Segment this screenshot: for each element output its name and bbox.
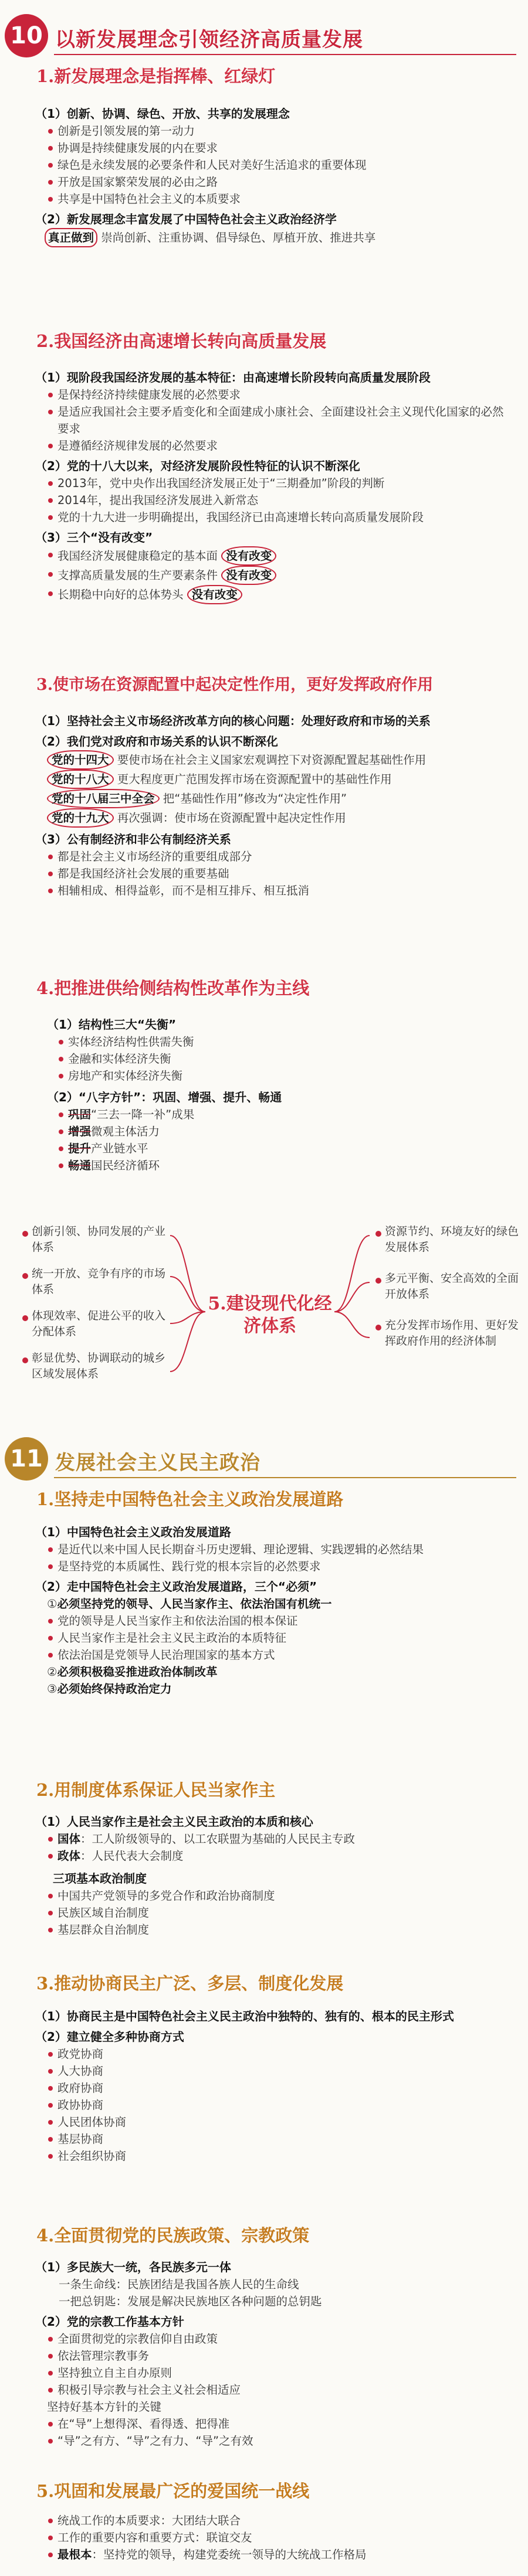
list-item — [35, 1921, 513, 1938]
point-heading: （2）党的十八大以来，对经济发展阶段性特征的认识不断深化 — [35, 459, 360, 473]
bullet-dot — [48, 393, 53, 397]
point-heading: （2）走中国特色社会主义政治发展道路，三个“必须” — [35, 1580, 317, 1594]
list-item-tag: 国体 — [57, 1832, 81, 1846]
list-item-tag: 提升 — [68, 1142, 92, 1155]
list-item — [35, 585, 513, 604]
list-item-text: 相辅相成、相得益彰，而不是相互排斥、相互抵消 — [57, 884, 310, 897]
list-item — [35, 2080, 513, 2097]
bullet-dot — [48, 2519, 53, 2523]
section-body — [35, 713, 513, 899]
bullet-dot — [48, 553, 53, 557]
bullet-dot — [48, 2354, 53, 2359]
bullet-dot — [59, 1129, 63, 1134]
list-item-text: 是适应我国社会主要矛盾变化和全面建成小康社会、全面建设社会主义现代化国家的必然要求 — [57, 405, 504, 435]
list-item — [35, 1050, 513, 1067]
list-item — [35, 2415, 513, 2432]
point-heading: （1）人民当家作主是社会主义民主政治的本质和核心 — [35, 1815, 313, 1829]
list-item-text: 人民团体协商 — [57, 2115, 127, 2129]
list-item — [35, 750, 513, 770]
point-heading: （1）协商民主是中国特色社会主义民主政治中独特的、独有的、根本的民主形式 — [35, 2009, 454, 2023]
list-item — [35, 2293, 513, 2310]
bullet-dot — [48, 2086, 53, 2091]
bullet-dot — [48, 2536, 53, 2540]
list-item-text: 民族区域自治制度 — [57, 1906, 150, 1920]
list-item — [35, 2131, 513, 2148]
bullet-dot — [59, 1074, 63, 1078]
stamp-label: 党的十八大 — [47, 770, 114, 789]
list-item-text: 我国经济发展健康稳定的基本面 — [57, 549, 218, 563]
section-body — [35, 2259, 513, 2449]
list-item-tag: 巩固 — [68, 1108, 92, 1121]
list-item — [35, 1541, 513, 1558]
list-item-text: 社会组织协商 — [57, 2149, 127, 2163]
list-item — [35, 2381, 513, 2398]
list-item — [35, 139, 513, 156]
list-item-text: 在“导”上想得深、看得透、把得准 — [57, 2417, 230, 2431]
section-title: 1.新发展理念是指挥棒、红绿灯 — [36, 66, 276, 86]
list-item-text: 支撑高质量发展的生产要素条件 — [57, 569, 218, 582]
point-heading: （1）中国特色社会主义政治发展道路 — [35, 1525, 231, 1539]
list-item — [35, 2063, 513, 2080]
list-item-text: 依法管理宗教事务 — [57, 2349, 150, 2363]
section-body — [35, 1524, 513, 1697]
list-item — [35, 1033, 513, 1050]
bullet-dot — [48, 515, 53, 520]
list-item-text: 积极引导宗教与社会主义社会相适应 — [57, 2383, 241, 2397]
point-heading: （2）党的宗教工作基本方针 — [35, 2315, 184, 2329]
mindmap-left-item: 统一开放、竞争有序的市场体系 — [32, 1267, 166, 1296]
section-body — [35, 2512, 513, 2563]
section-body — [35, 369, 513, 604]
bullet-dot — [48, 1894, 53, 1898]
list-item-tag: 增强 — [68, 1125, 92, 1138]
list-item — [35, 509, 513, 526]
list-item — [35, 865, 513, 882]
list-item-text: 都是社会主义市场经济的重要组成部分 — [57, 850, 252, 863]
list-item — [35, 1646, 513, 1663]
list-item — [35, 2148, 513, 2165]
chapter-11 — [0, 1430, 528, 2576]
list-item — [35, 1558, 513, 1575]
list-item — [35, 1887, 513, 1904]
bullet-dot — [48, 2120, 53, 2125]
chapter-number-badge: 10 — [5, 14, 48, 57]
list-item-text: 中国共产党领导的多党合作和政治协商制度 — [57, 1889, 275, 1903]
mindmap-left-item: 体现效率、促进公平的收入分配体系 — [32, 1309, 166, 1338]
stamp-label: 真正做到 — [45, 228, 97, 247]
bullet-dot — [48, 2553, 53, 2557]
list-item-text: 必须始终保持政治定力 — [57, 1682, 172, 1696]
list-item-text: 2013年，党中央作出我国经济发展正处于“三期叠加”阶段的判断 — [57, 477, 385, 490]
list-item — [35, 2432, 513, 2449]
bullet-dot — [48, 1911, 53, 1915]
list-item-text: 开放是国家繁荣发展的必由之路 — [57, 175, 218, 189]
list-item — [35, 1595, 513, 1612]
bullet-dot — [48, 2137, 53, 2142]
section-title: 4.全面贯彻党的民族政策、宗教政策 — [36, 2225, 310, 2245]
list-item-text: ：坚持党的领导，构建党委统一领导的大统战工作格局 — [92, 2548, 367, 2561]
bullet-dot — [48, 2069, 53, 2074]
list-item — [35, 1123, 513, 1140]
point-heading: （1）结构性三大“失衡” — [47, 1018, 177, 1032]
list-item-text: 2014年，提出我国经济发展进入新常态 — [57, 494, 259, 507]
list-item-text: 再次强调：使市场在资源配置中起决定性作用 — [117, 811, 346, 825]
list-item-text: 金融和实体经济失衡 — [68, 1052, 171, 1066]
list-item-text: 工作的重要内容和重要方式：联谊交友 — [57, 2531, 252, 2544]
list-item — [35, 122, 513, 139]
list-item — [35, 1157, 513, 1174]
stamp-label: 没有改变 — [221, 546, 276, 566]
list-item — [35, 2546, 513, 2563]
list-item — [35, 2529, 513, 2546]
list-item-text: “三去一降一补”成果 — [91, 1108, 195, 1121]
list-item — [35, 546, 513, 566]
list-item — [35, 2364, 513, 2381]
section-title: 2.用制度体系保证人民当家作主 — [36, 1780, 276, 1800]
list-item-number: ① — [47, 1597, 57, 1611]
stamp-label: 党的十九大 — [47, 808, 114, 828]
list-item — [35, 2114, 513, 2131]
list-item-text: 房地产和实体经济失衡 — [68, 1069, 183, 1083]
mindmap-left-item: 彰显优势、协调联动的城乡区域发展体系 — [32, 1352, 166, 1380]
list-item — [35, 882, 513, 899]
list-item-text: 必须积极稳妥推进政治体制改革 — [57, 1665, 218, 1679]
list-item-text: 一把总钥匙：发展是解决民族地区各种问题的总钥匙 — [59, 2295, 322, 2308]
mindmap-center-title: 5.建设现代化经济体系 — [208, 1294, 332, 1336]
list-item — [35, 566, 513, 585]
bullet-dot — [48, 444, 53, 448]
bullet-dot — [48, 855, 53, 859]
list-item — [35, 1106, 513, 1123]
list-item — [35, 173, 513, 190]
bullet-dot — [375, 1325, 381, 1330]
list-item-text: 党的十九大进一步明确提出，我国经济已由高速增长转向高质量发展阶段 — [57, 511, 424, 524]
list-item-text: 协调是持续健康发展的内在要求 — [57, 141, 218, 155]
stamp-label: 没有改变 — [187, 585, 242, 604]
point-heading: （3）三个“没有改变” — [35, 530, 153, 545]
bullet-dot — [48, 2103, 53, 2108]
list-item-text: 长期稳中向好的总体势头 — [57, 588, 184, 601]
section-body — [35, 106, 513, 247]
list-item-text: 基层协商 — [57, 2132, 104, 2146]
bullet-dot — [48, 572, 53, 577]
mindmap-right-item: 资源节约、环境友好的绿色发展体系 — [385, 1225, 519, 1254]
bullet-dot — [375, 1278, 381, 1284]
list-item — [35, 1847, 513, 1864]
chapter-title: 以新发展理念引领经济高质量发展 — [55, 28, 363, 52]
bullet-dot — [48, 1636, 53, 1641]
list-item-text: 人大协商 — [57, 2064, 104, 2078]
bullet-dot — [48, 1653, 53, 1658]
list-item — [35, 1629, 513, 1646]
mindmap-right-item: 多元平衡、安全高效的全面开放体系 — [385, 1272, 519, 1301]
section-title: 3.使市场在资源配置中起决定性作用，更好发挥政府作用 — [36, 676, 434, 694]
bullet-dot — [59, 1040, 63, 1044]
list-item-text: 是近代以来中国人民长期奋斗历史逻辑、理论逻辑、实践逻辑的必然结果 — [57, 1543, 424, 1556]
bullet-dot — [22, 1315, 28, 1321]
point-heading: （2）建立健全多种协商方式 — [35, 2030, 184, 2044]
list-item — [35, 2046, 513, 2063]
list-item-text: 政府协商 — [57, 2081, 104, 2095]
section-title: 4.把推进供给侧结构性改革作为主线 — [36, 978, 310, 998]
list-item-text: 国民经济循环 — [91, 1159, 160, 1172]
list-item — [35, 437, 513, 454]
bullet-dot — [48, 2154, 53, 2159]
list-item — [35, 190, 513, 207]
list-item-text: 是遵循经济规律发展的必然要求 — [57, 439, 218, 452]
bullet-dot — [48, 129, 53, 134]
list-item-text: 更大程度更广范围发挥市场在资源配置中的基础性作用 — [117, 773, 392, 786]
bullet-dot — [48, 1928, 53, 1932]
bullet-dot — [48, 146, 53, 151]
section-title: 2.我国经济由高速增长转向高质量发展 — [36, 331, 327, 351]
list-item — [35, 2097, 513, 2114]
point-heading: （2）我们党对政府和市场关系的认识不断深化 — [35, 734, 278, 748]
list-item — [35, 492, 513, 509]
bullet-dot — [59, 1112, 63, 1117]
stamp-label: 没有改变 — [221, 566, 276, 585]
chapter-title-underline — [54, 54, 516, 55]
bullet-dot — [22, 1231, 28, 1237]
bullet-dot — [48, 872, 53, 876]
bullet-dot — [48, 481, 53, 486]
list-item — [35, 2330, 513, 2347]
list-item — [35, 475, 513, 492]
list-item — [35, 1680, 513, 1697]
section-body — [35, 1016, 513, 1174]
chapter-number-badge: 11 — [5, 1437, 48, 1481]
bullet-dot — [48, 889, 53, 893]
list-item — [35, 1904, 513, 1921]
point-heading: （1）坚持社会主义市场经济改革方向的核心问题：处理好政府和市场的关系 — [35, 714, 431, 728]
list-item — [35, 1067, 513, 1084]
section-title: 1.坚持走中国特色社会主义政治发展道路 — [36, 1489, 344, 1509]
list-item-text: 产业链水平 — [91, 1142, 148, 1155]
subgroup-heading: 坚持好基本方针的关键 — [47, 2400, 162, 2414]
list-item-text: 创新是引领发展的第一动力 — [57, 124, 195, 138]
mindmap — [0, 1218, 528, 1417]
list-item-text: “导”之有方、“导”之有力、“导”之有效 — [57, 2434, 253, 2448]
list-item-text: ：工人阶级领导的、以工农联盟为基础的人民民主专政 — [80, 1832, 356, 1846]
list-item-text: 微观主体活力 — [91, 1125, 160, 1138]
bullet-dot — [48, 1564, 53, 1569]
bullet-dot — [48, 1619, 53, 1624]
list-item-text: 统战工作的本质要求：大团结大联合 — [57, 2514, 241, 2527]
list-item — [35, 1140, 513, 1157]
bullet-dot — [48, 163, 53, 168]
list-item-text: 坚持独立自主自办原则 — [57, 2366, 172, 2380]
point-heading: （1）多民族大一统，各民族多元一体 — [35, 2260, 231, 2274]
bullet-dot — [48, 410, 53, 414]
list-item-number: ③ — [47, 1682, 57, 1696]
section-title: 5.巩固和发展最广泛的爱国统一战线 — [36, 2481, 310, 2501]
list-item-number: ② — [47, 1665, 57, 1679]
list-item-tag: 政体 — [57, 1849, 81, 1863]
list-item-text: 政协协商 — [57, 2098, 104, 2112]
list-item — [35, 228, 513, 247]
list-item-text: 实体经济结构性供需失衡 — [68, 1035, 194, 1049]
bullet-dot — [48, 2371, 53, 2376]
section-title: 3.推动协商民主广泛、多层、制度化发展 — [36, 1973, 344, 1993]
list-item-text: 依法治国是党领导人民治理国家的基本方式 — [57, 1648, 275, 1662]
bullet-dot — [48, 1837, 53, 1842]
list-item — [35, 1612, 513, 1629]
list-item-text: 是坚持党的本质属性、践行党的根本宗旨的必然要求 — [57, 1560, 321, 1573]
bullet-dot — [48, 2439, 53, 2444]
list-item-text: 崇尚创新、注重协调、倡导绿色、厚植开放、推进共享 — [101, 231, 376, 244]
list-item-text: 政党协商 — [57, 2047, 104, 2061]
bullet-dot — [48, 1547, 53, 1552]
list-item-text: 人民当家作主是社会主义民主政治的本质特征 — [57, 1631, 287, 1645]
list-item — [35, 156, 513, 173]
list-item-tag: 最根本 — [57, 2548, 92, 2561]
list-item — [35, 403, 513, 437]
list-item-text: 党的领导是人民当家作主和依法治国的根本保证 — [57, 1614, 298, 1628]
bullet-dot — [375, 1231, 381, 1237]
list-item — [35, 848, 513, 865]
list-item — [35, 2512, 513, 2529]
section-body — [35, 2008, 513, 2165]
mindmap-right-item: 充分发挥市场作用、更好发挥政府作用的经济体制 — [385, 1319, 519, 1347]
list-item — [35, 2347, 513, 2364]
list-item-text: 基层群众自治制度 — [57, 1923, 150, 1937]
bullet-dot — [48, 2337, 53, 2342]
list-item-text: 共享是中国特色社会主义的本质要求 — [57, 192, 241, 206]
list-item-text: 全面贯彻党的宗教信仰自由政策 — [57, 2332, 218, 2346]
list-item — [35, 1663, 513, 1680]
section-body — [35, 1813, 513, 1938]
bullet-dot — [48, 180, 53, 185]
bullet-dot — [48, 2388, 53, 2393]
list-item-text: 一条生命线：民族团结是我国各族人民的生命线 — [59, 2278, 299, 2291]
subgroup-heading: 三项基本政治制度 — [53, 1871, 147, 1886]
bullet-dot — [48, 2052, 53, 2057]
list-item-text: 都是我国经济社会发展的重要基础 — [57, 867, 229, 880]
point-heading: （1）创新、协调、绿色、开放、共享的发展理念 — [35, 107, 290, 121]
list-item-text: ：人民代表大会制度 — [80, 1849, 184, 1863]
bullet-dot — [48, 197, 53, 202]
mindmap-left-item: 创新引领、协同发展的产业体系 — [32, 1225, 166, 1254]
bullet-dot — [59, 1146, 63, 1151]
list-item — [35, 789, 513, 808]
list-item — [35, 386, 513, 403]
list-item — [35, 1830, 513, 1847]
list-item-text: 是保持经济持续健康发展的必然要求 — [57, 388, 241, 401]
chapter-title: 发展社会主义民主政治 — [55, 1451, 260, 1475]
stamp-label: 党的十八届三中全会 — [47, 789, 160, 808]
list-item-text: 要使市场在社会主义国家宏观调控下对资源配置起基础性作用 — [117, 753, 427, 767]
bullet-dot — [48, 498, 53, 503]
list-item-text: 绿色是永续发展的必要条件和人民对美好生活追求的重要体现 — [57, 158, 367, 172]
bullet-dot — [48, 1854, 53, 1859]
bullet-dot — [59, 1057, 63, 1061]
list-item-tag: 畅通 — [68, 1159, 92, 1172]
point-heading: （2）新发展理念丰富发展了中国特色社会主义政治经济学 — [35, 212, 337, 226]
bullet-dot — [48, 2422, 53, 2427]
bullet-dot — [59, 1163, 63, 1168]
bullet-dot — [22, 1357, 28, 1363]
list-item-text: 必须坚持党的领导、人民当家作主、依法治国有机统一 — [57, 1597, 332, 1611]
list-item — [35, 770, 513, 789]
stamp-label: 党的十四大 — [47, 750, 114, 770]
bullet-dot — [48, 591, 53, 596]
list-item — [35, 2276, 513, 2293]
point-heading: （3）公有制经济和非公有制经济关系 — [35, 832, 231, 846]
chapter-title-underline — [54, 1477, 516, 1478]
point-heading: （2）“八字方针”：巩固、增强、提升、畅通 — [47, 1090, 282, 1104]
list-item-text: 把“基础性作用”修改为“决定性作用” — [163, 792, 347, 805]
bullet-dot — [22, 1273, 28, 1279]
list-item — [35, 808, 513, 828]
point-heading: （1）现阶段我国经济发展的基本特征：由高速增长阶段转向高质量发展阶段 — [35, 370, 431, 384]
